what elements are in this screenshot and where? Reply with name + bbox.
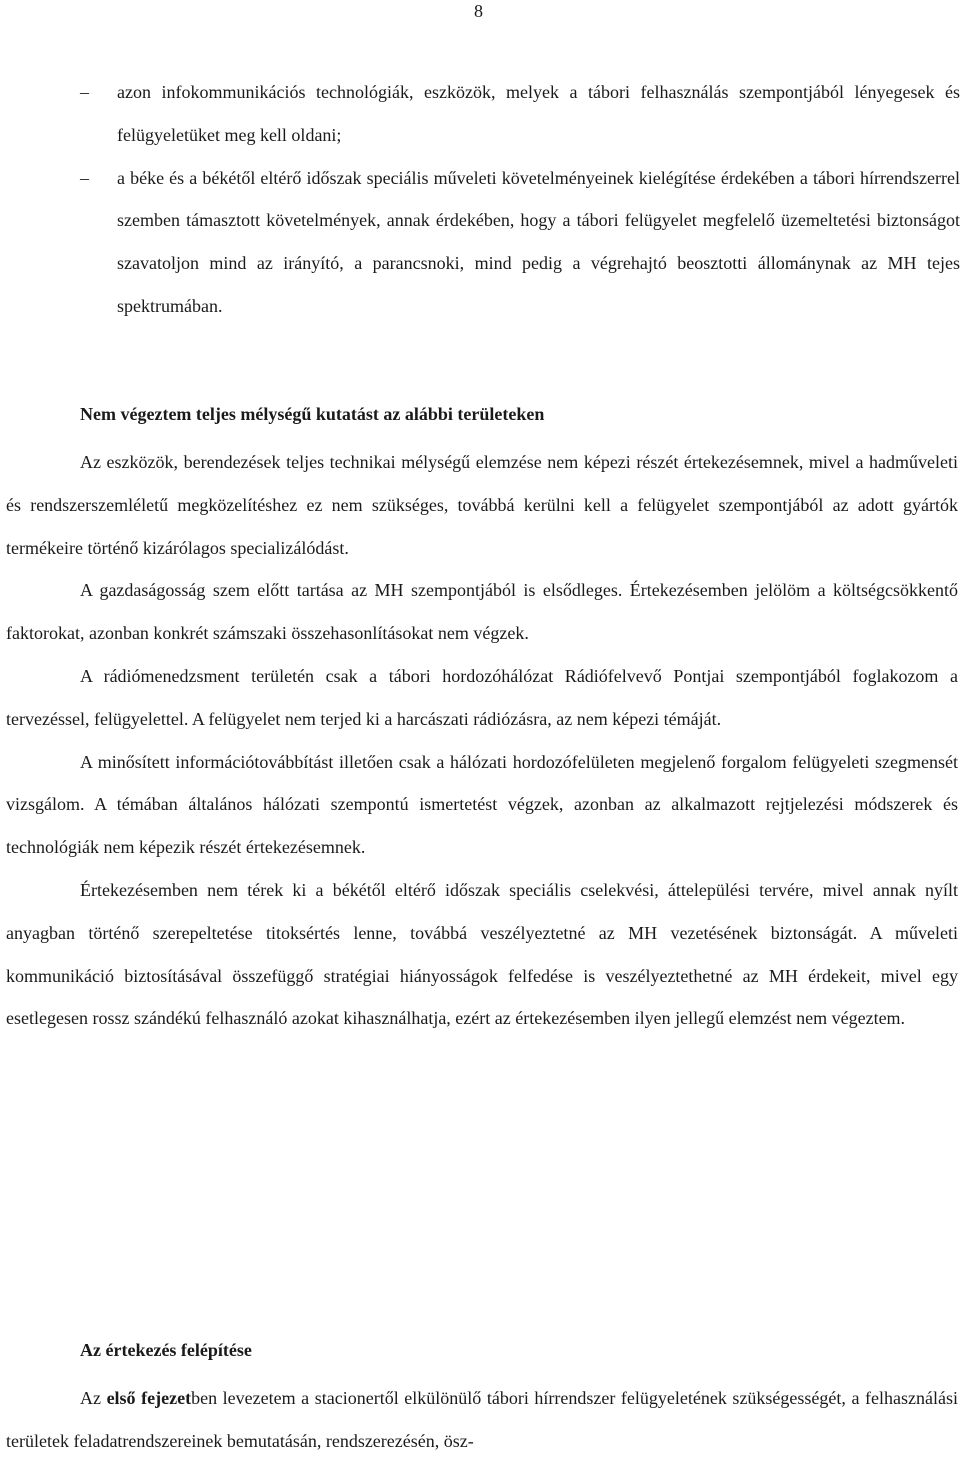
- bullet-dash: –: [80, 82, 89, 102]
- bullet-item: [80, 71, 960, 157]
- bullet-text: a béke és a békétől eltérő időszak speciális műveleti követelményeinek kielégítése érdekében a tábori hírrendszerrel szemben támasztott követelmények, annak érdekében, hogy a tábori felügyelet megfelelő üzemeltetési biztonságot szavatoljon mind az irányító, a parancsnoki, mind pedig a végrehajtó beosztotti állománynak az MH tejes spektrumában.: [117, 167, 960, 316]
- paragraph: Az eszközök, berendezések teljes technikai mélységű elemzése nem képezi részét értekezésemnek, mivel a hadműveleti és rendszerszemléletű megközelítéshez ez nem szükséges, továbbá kerülni kell a felügyelet szempontjából az adott gyártók termékeire történő kizárólagos specializálódást.: [6, 452, 958, 558]
- paragraph: A minősített információtovábbítást illetően csak a hálózati hordozófelületen megjelenő forgalom felügyeleti szegmensét vizsgálom. A témában általános hálózati szempontú ismertetést végzek, azonban az alkalmazott rejtjelezési módszerek és technológiák nem képezik részét értekezésemnek.: [6, 751, 958, 858]
- paragraph-prefix: Az: [80, 1388, 107, 1408]
- structure-section: [6, 1337, 958, 1463]
- section-heading: Nem végeztem teljes mélységű kutatást az alábbi területeken: [80, 404, 545, 424]
- bullet-dash: –: [80, 167, 89, 188]
- bullet-list: [80, 71, 960, 328]
- bullet-text: azon infokommunikációs technológiák, eszközök, melyek a tábori felhasználás szempontjából lényegesek és felügyeletüket meg kell oldani;: [117, 82, 960, 145]
- limitations-section: [6, 401, 958, 1040]
- paragraph: Értekezésemben nem térek ki a békétől eltérő időszak speciális cselekvési, áttelepülési tervére, mivel annak nyílt anyagban történő szerepeltetése titoksértés lenne, továbbá veszélyeztetné az MH vezetésének biztonságát. A műveleti kommunikáció biztosításával összefüggő stratégiai hiányosságok felfedése is veszélyeztethetné az MH érdekeit, mivel egy esetlegesen rossz szándékú felhasználó azokat kihasználhatja, ezért az értekezésemben ilyen jellegű elemzést nem végeztem.: [6, 879, 958, 1029]
- paragraph-text: ben levezetem a stacionertől elkülönülő tábori hírrendszer felügyeletének szükségességét, a felhasználási területek feladatrendszereinek bemutatásán, rendszerezésén, ösz-: [6, 1388, 958, 1451]
- paragraph: A gazdaságosság szem előtt tartása az MH szempontjából is elsődleges. Értekezésemben jelölöm a költségcsökkentő faktorokat, azonban konkrét számszaki összehasonlításokat nem végzek.: [6, 580, 958, 644]
- page-number: 8: [474, 1, 483, 21]
- emphasis-text: első fejezet: [106, 1388, 192, 1408]
- section-heading: Az értekezés felépítése: [80, 1340, 252, 1360]
- bullet-item: [80, 157, 960, 328]
- paragraph: A rádiómenedzsment területén csak a tábori hordozóhálózat Rádiófelvevő Pontjai szempontjából foglakozom a tervezéssel, felügyelettel. A felügyelet nem terjed ki a harcászati rádiózásra, az nem képezi témáját.: [6, 665, 958, 729]
